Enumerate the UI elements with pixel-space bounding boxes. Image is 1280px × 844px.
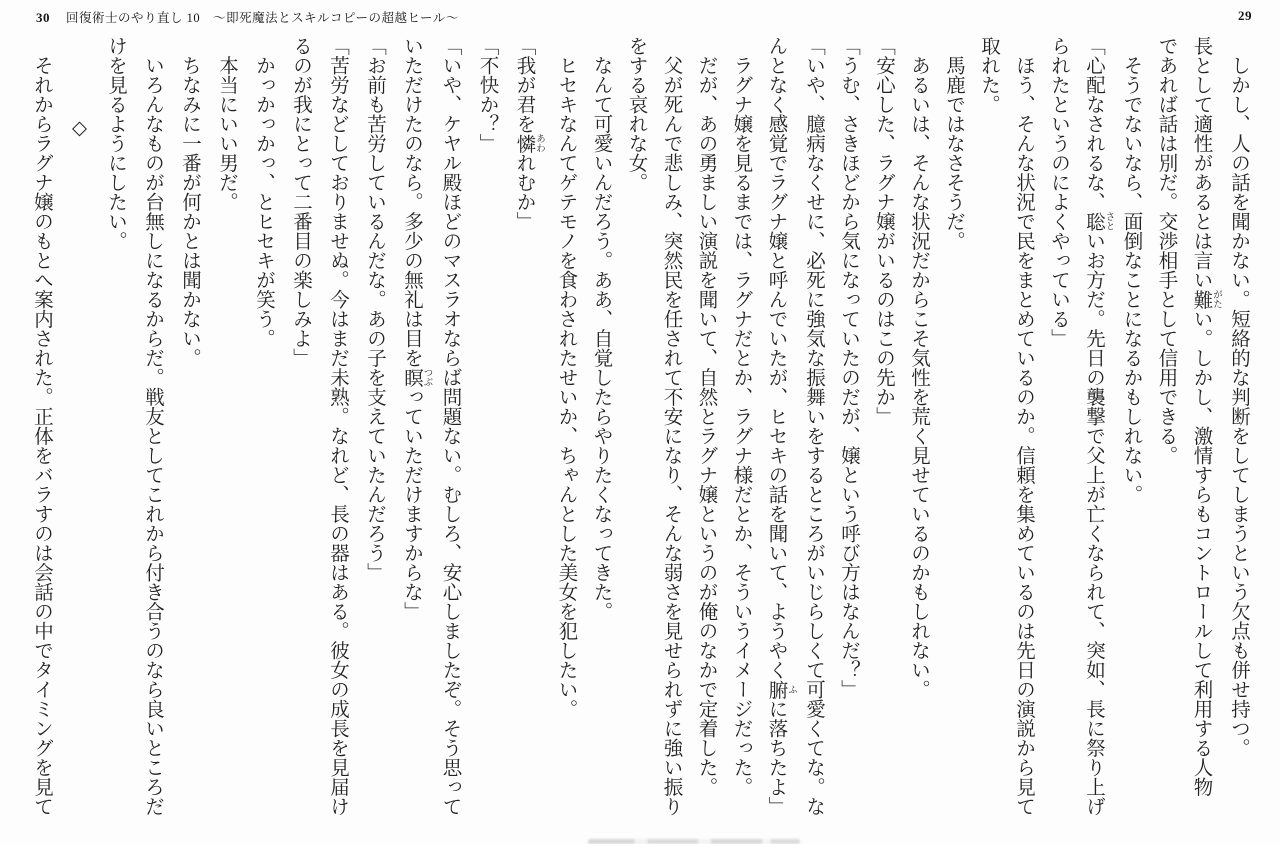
text-column: 取れた。 xyxy=(978,36,999,114)
text-column: 「お前も苦労しているんだな。あの子を支えていたんだろう」 xyxy=(364,36,385,582)
ruby-annotated-kanji: 腑 ふ xyxy=(765,679,796,699)
book-title: 回復術士のやり直し 10 ～即死魔法とスキルコピーの超越ヒール～ xyxy=(66,11,459,25)
text-column: それからラグナ嬢のもとへ案内された。正体をバラすのは会話の中でタイミングを見て xyxy=(31,36,52,816)
text-column: ラグナ嬢を見るまでは、ラグナだとか、ラグナ様だとか、そういうイメージだった。 xyxy=(730,36,752,797)
right-page-number: 29 xyxy=(1238,8,1252,23)
text-column: いろんなものが台無しになるからだ。戦友としてこれから付き合うのなら良いところだ xyxy=(142,36,163,816)
left-page-number: 30 xyxy=(36,10,50,25)
text-column: 「苦労などしておりませぬ。今はまだ未熟。なれど、長の器はある。彼女の成長を見届け xyxy=(327,36,348,816)
text-column: られたというのによくやっている」 xyxy=(1048,36,1069,348)
text-column: 「安心した、ラグナ嬢がいるのはこの先か」 xyxy=(873,36,894,426)
text-column: であれば話は別だ。交渉相手として信用できる。 xyxy=(1155,36,1177,465)
ruby-annotated-kanji: 憐 あわ xyxy=(513,133,544,153)
text-column: 本当にいい男だ。 xyxy=(216,36,237,212)
page-bottom-crop-artifact xyxy=(588,839,800,844)
left-page-header xyxy=(36,8,459,26)
text-column: ほう、そんな状況で民をまとめているのか。信頼を集めているのは先日の演説から見て xyxy=(1013,36,1034,816)
right-page-header xyxy=(1238,8,1252,24)
left-page-text xyxy=(26,36,544,836)
text-column: 「いや、ケヤル殿ほどのマスラオならば問題ない。むしろ、安心しましたぞ。そう思って xyxy=(439,36,461,816)
text-column: あるいは、そんな状況だからこそ気性を荒く見せているのかもしれない。 xyxy=(908,36,929,699)
text-column: なんて可愛いんだろう。ああ、自覚したらやりたくなってきた。 xyxy=(590,36,612,621)
text-column: だが、あの勇ましい演説を聞いて、自然とラグナ嬢というのが俺のなかで定着した。 xyxy=(695,36,717,797)
text-column: 父が死んで悲しみ、突然民を任されて不安になり、そんな弱さを見せられずに強い振り xyxy=(660,36,682,816)
text-column: 「我が君を憐 あわれむか」 xyxy=(513,36,544,231)
text-column: 「心配なされるな、聡 さといお方だ。先日の襲撃で父上が亡くなられて、突如、長に祭り上げ xyxy=(1083,36,1114,816)
text-column: ヒセキなんてゲテモノを食わされたせいか、ちゃんとした美女を犯したい。 xyxy=(555,36,577,719)
text-column: 「うむ、さきほどから気になっていたのだが、嬢という呼び方はなんだ？」 xyxy=(838,36,859,699)
text-column: いただけたのなら。多少の無礼は目を瞑 つぶっていただけますからな」 xyxy=(401,36,432,621)
text-column: かっかっかっ、とヒセキが笑う。 xyxy=(253,36,274,348)
text-column: そうでないなら、面倒なことになるかもしれない。 xyxy=(1120,36,1142,504)
ruby-annotated-kanji: 瞑 つぶ xyxy=(401,367,432,387)
section-divider: ◇ xyxy=(68,116,89,139)
text-column: 「いや、臆病なくせに、必死に強気な振舞いをするところがいじらしくて可愛くてな。な xyxy=(803,36,824,816)
text-column: をする哀れな女。 xyxy=(625,36,647,192)
ruby-annotated-kanji: 難 がた xyxy=(1190,289,1221,309)
text-column: けを見るようにしたい。 xyxy=(105,36,126,251)
right-page-text xyxy=(556,36,1256,836)
text-column: 長として適性があるとは言い難 がたい。しかし、激情すらもコントロールして利用する人物 xyxy=(1190,36,1221,797)
text-column: 馬鹿ではなさそうだ。 xyxy=(943,36,964,251)
text-column: ちなみに一番が何かとは聞かない。 xyxy=(179,36,200,368)
text-column: んとなく感覚でラグナ嬢と呼んでいたが、ヒセキの話を聞いて、ようやく腑 ふに落ちたよ」 xyxy=(765,36,796,816)
text-column: 「不快か？」 xyxy=(476,36,498,153)
text-column: るのが我にとって二番目の楽しみよ」 xyxy=(290,36,311,368)
text-column: しかし、人の話を聞かない。短絡的な判断をしてしまうという欠点も併せ持つ。 xyxy=(1228,36,1249,758)
ruby-annotated-kanji: 聡 さと xyxy=(1083,211,1114,231)
